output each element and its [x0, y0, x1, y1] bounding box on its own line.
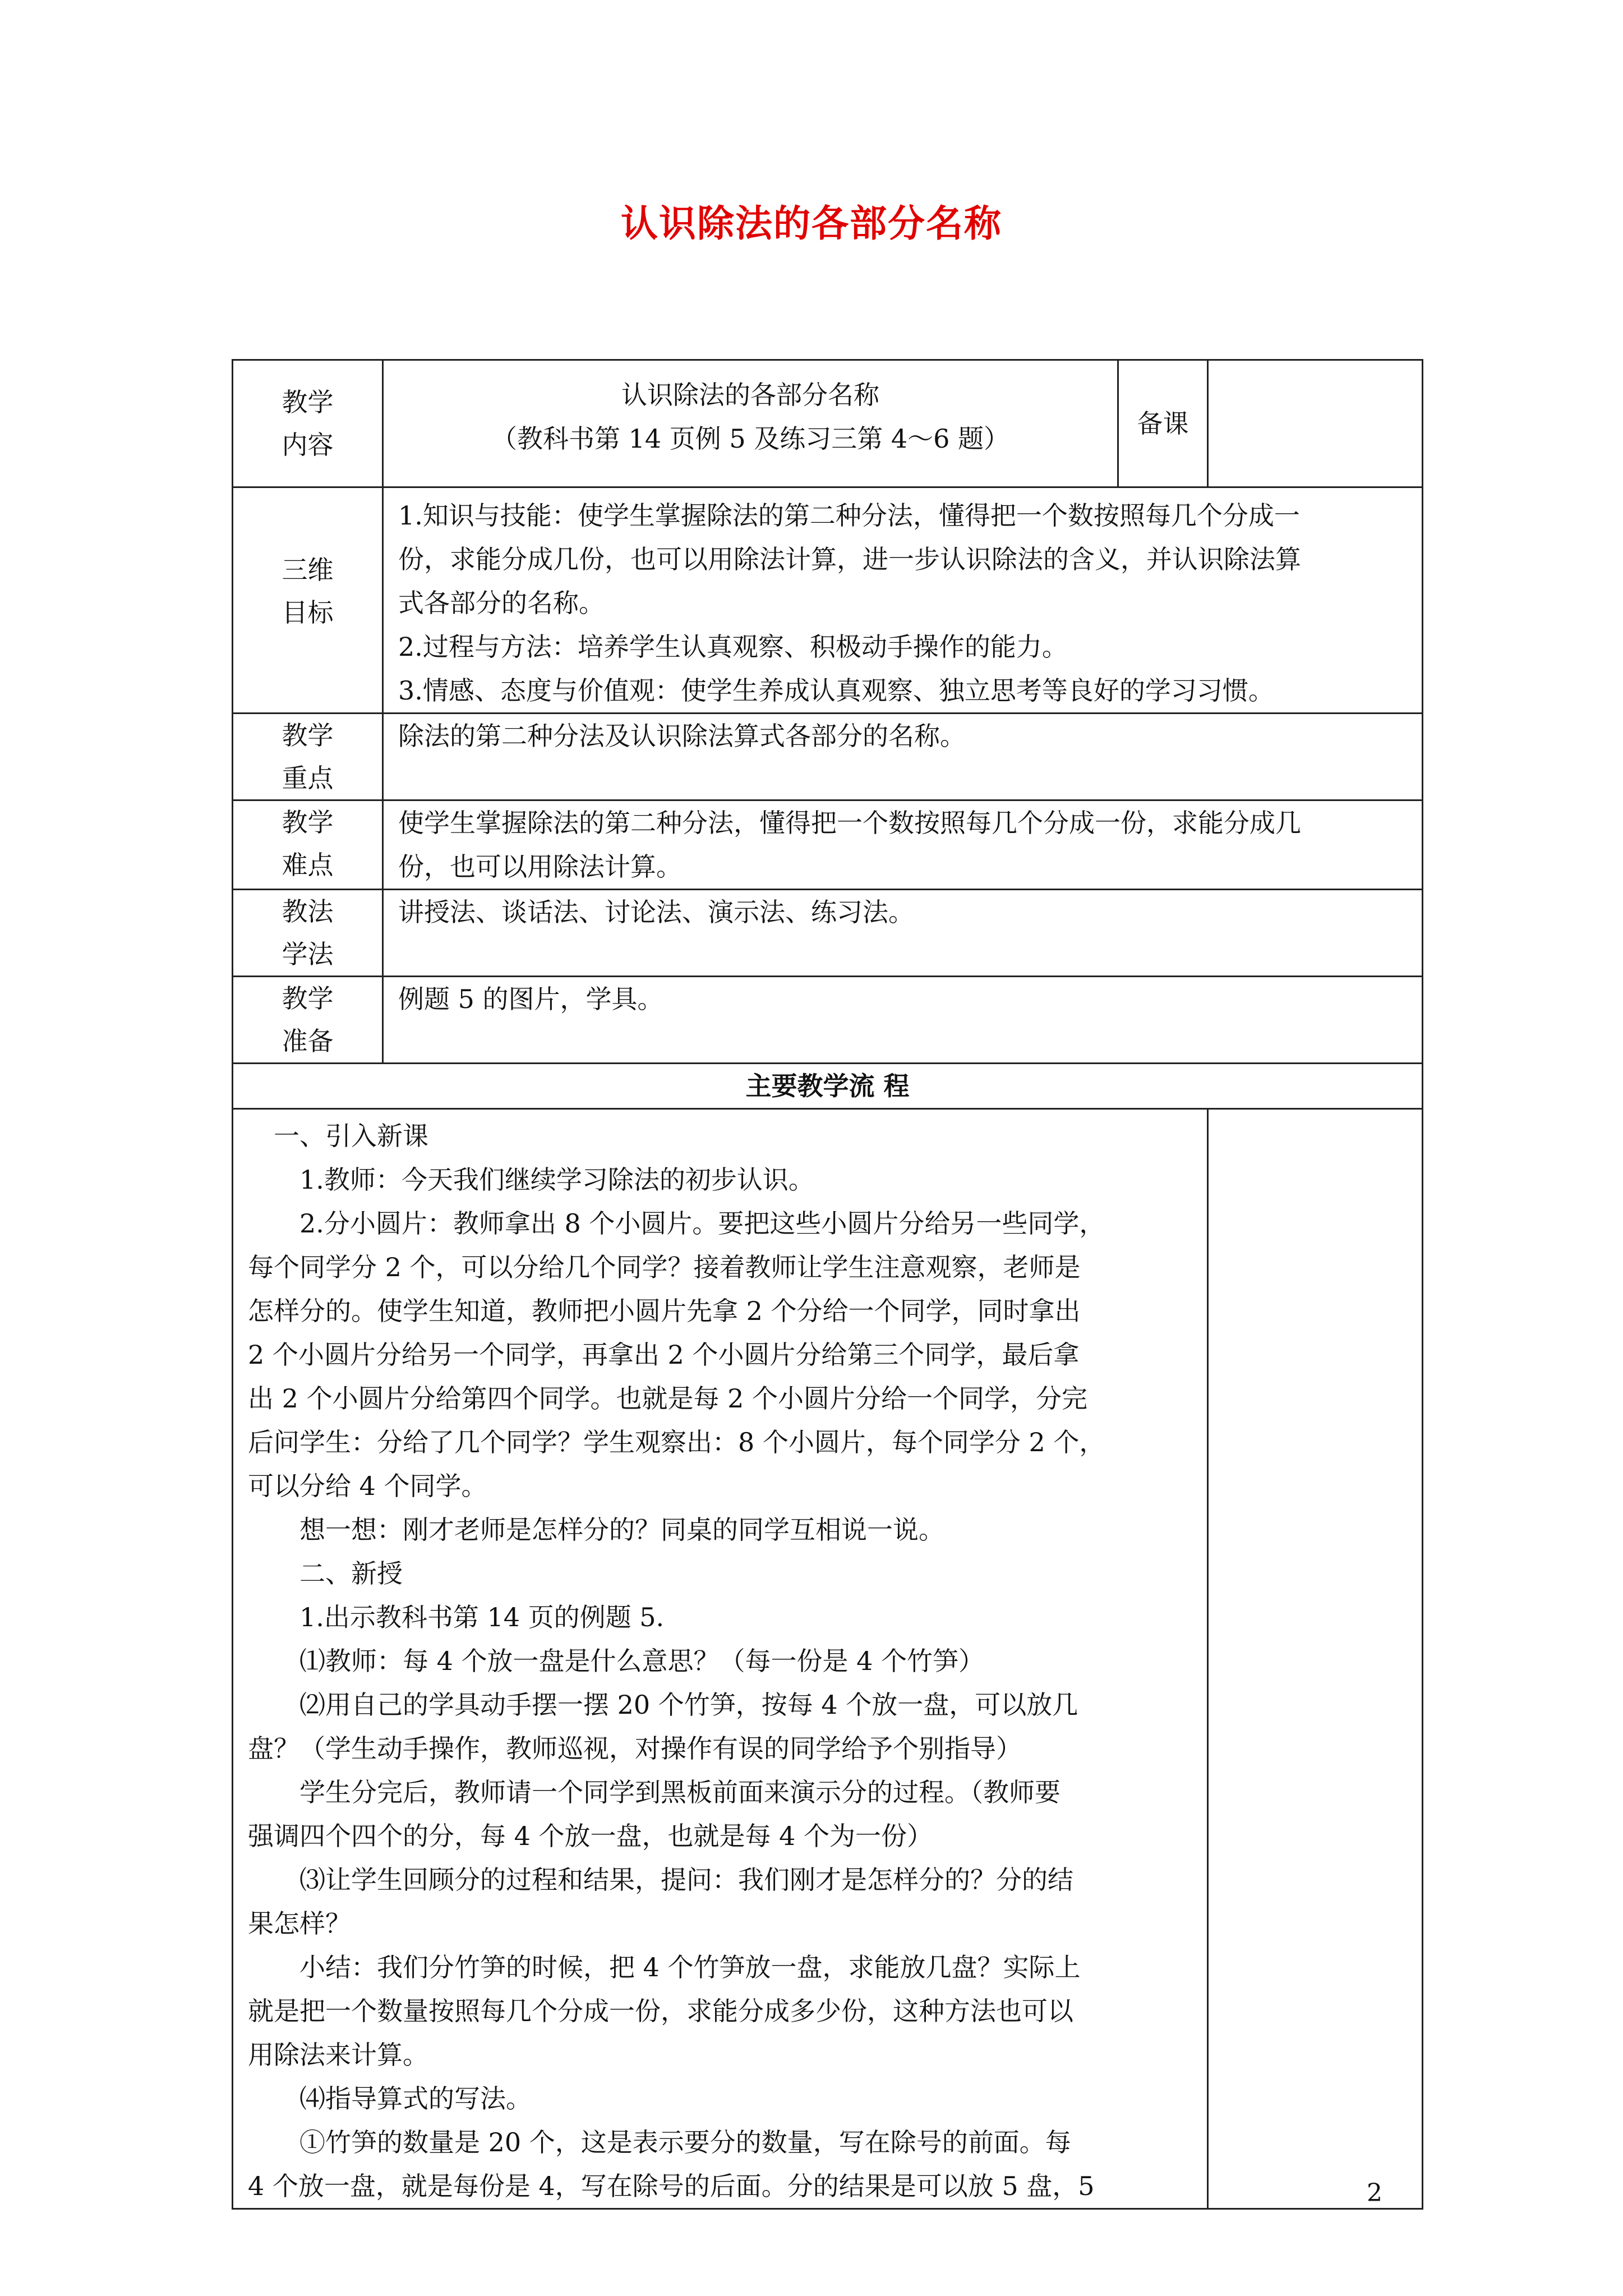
- beike-blank-cell: [1208, 360, 1423, 487]
- label-line: 三维: [282, 555, 334, 585]
- label-line: 教学: [282, 387, 334, 417]
- label-line: 教学: [282, 807, 334, 838]
- label-line: 目标: [282, 597, 334, 628]
- flow-line: 怎样分的。使学生知道，教师把小圆片先拿 2 个分给一个同学，同时拿出: [248, 1296, 1081, 1326]
- flow-line: 出 2 个小圆片分给第四个同学。也就是每 2 个小圆片分给一个同学，分完: [248, 1383, 1088, 1414]
- goal-line: 2.过程与方法：培养学生认真观察、积极动手操作的能力。: [398, 632, 1068, 662]
- page-number: 2: [1367, 2179, 1382, 2207]
- flow-line: 2.分小圆片：教师拿出 8 个小圆片。要把这些小圆片分给另一些同学，: [299, 1208, 1105, 1239]
- flow-line: 盘？（学生动手操作，教师巡视，对操作有误的同学给予个别指导）: [248, 1733, 1022, 1764]
- key-point-line: 除法的第二种分法及认识除法算式各部分的名称。: [398, 721, 966, 751]
- row-difficulties: [233, 800, 1423, 890]
- label-preparation: [233, 977, 383, 1064]
- flow-content-cell: [233, 1109, 1208, 2209]
- flow-notes-cell: [1208, 1109, 1423, 2209]
- flow-line: 2 个小圆片分给另一个同学，再拿出 2 个小圆片分给第三个同学，最后拿: [248, 1340, 1080, 1370]
- label-line: 教学: [282, 983, 334, 1014]
- flow-line: 一、引入新课: [274, 1121, 428, 1151]
- flow-line: 学生分完后，教师请一个同学到黑板前面来演示分的过程。（教师要: [299, 1777, 1061, 1807]
- label-key-points: [233, 714, 383, 800]
- preparation-line: 例题 5 的图片，学具。: [398, 984, 663, 1014]
- label-teaching-content: [233, 360, 383, 487]
- label-line: 内容: [282, 430, 334, 460]
- flow-line: ⑷指导算式的写法。: [299, 2083, 532, 2114]
- preparation-cell: [383, 977, 1423, 1064]
- flow-line: 二、新授: [299, 1558, 403, 1589]
- difficulties-cell: [383, 800, 1423, 890]
- flow-line: ⑵用自己的学具动手摆一摆 20 个竹笋，按每 4 个放一盘，可以放几: [299, 1690, 1078, 1720]
- flow-line: 1.教师：今天我们继续学习除法的初步认识。: [299, 1165, 814, 1195]
- row-flow-header: [233, 1064, 1423, 1109]
- label-line: 难点: [282, 850, 334, 880]
- beike-label: 备课: [1118, 360, 1208, 487]
- flow-line: 每个同学分 2 个，可以分给几个同学？接着教师让学生注意观察，老师是: [248, 1252, 1081, 1282]
- goal-line: 1.知识与技能：使学生掌握除法的第二种分法，懂得把一个数按照每几个分成一: [398, 500, 1300, 531]
- lesson-plan-table: [232, 359, 1423, 2210]
- method-line: 讲授法、谈话法、讨论法、演示法、练习法。: [398, 897, 914, 927]
- content-title: 认识除法的各部分名称: [621, 380, 879, 410]
- label-goals: [233, 487, 383, 714]
- flow-lines: [248, 1114, 1193, 2208]
- row-flow-body: [233, 1109, 1423, 2209]
- label-line: 教法: [282, 896, 334, 927]
- flow-line: 想一想：刚才老师是怎样分的？同桌的同学互相说一说。: [299, 1515, 944, 1545]
- flow-line: 4 个放一盘，就是每份是 4，写在除号的后面。分的结果是可以放 5 盘，5: [248, 2171, 1095, 2201]
- goals-cell: [383, 487, 1423, 714]
- row-key-points: [233, 714, 1423, 800]
- label-line: 教学: [282, 720, 334, 751]
- row-three-dimension-goals: [233, 487, 1423, 714]
- difficulty-line: 份，也可以用除法计算。: [398, 852, 682, 882]
- label-line: 准备: [282, 1026, 334, 1056]
- row-teaching-content: [233, 360, 1423, 487]
- flow-line: 小结：我们分竹笋的时候，把 4 个竹笋放一盘，求能放几盘？实际上: [299, 1952, 1081, 1982]
- flow-header: 主要教学流 程: [233, 1064, 1423, 1109]
- teaching-content-cell: [383, 360, 1118, 487]
- page-title: 认识除法的各部分名称: [621, 202, 1002, 245]
- flow-line: ⑴教师：每 4 个放一盘是什么意思？（每一份是 4 个竹笋）: [299, 1646, 985, 1676]
- row-preparation: [233, 977, 1423, 1064]
- key-points-cell: [383, 714, 1423, 800]
- flow-line: 强调四个四个的分，每 4 个放一盘，也就是每 4 个为一份）: [248, 1821, 933, 1851]
- label-methods: [233, 890, 383, 977]
- flow-line: 可以分给 4 个同学。: [248, 1471, 487, 1501]
- goal-line: 份，求能分成几份，也可以用除法计算，进一步认识除法的含义，并认识除法算: [398, 544, 1301, 574]
- label-line: 重点: [282, 763, 334, 793]
- flow-line: 1.出示教科书第 14 页的例题 5.: [299, 1602, 665, 1632]
- content-reference: （教科书第 14 页例 5 及练习三第 4～6 题）: [491, 424, 1010, 454]
- flow-line: 果怎样？: [248, 1908, 351, 1939]
- flow-line: 后问学生：分给了几个同学？学生观察出：8 个小圆片，每个同学分 2 个，: [248, 1427, 1105, 1457]
- flow-line: ①竹笋的数量是 20 个，这是表示要分的数量，写在除号的前面。每: [299, 2127, 1071, 2157]
- label-line: 学法: [282, 939, 334, 969]
- row-methods: [233, 890, 1423, 977]
- flow-line: 用除法来计算。: [248, 2040, 428, 2070]
- methods-cell: [383, 890, 1423, 977]
- difficulty-line: 使学生掌握除法的第二种分法，懂得把一个数按照每几个分成一份，求能分成几: [398, 808, 1301, 838]
- flow-line: 就是把一个数量按照每几个分成一份，求能分成多少份，这种方法也可以: [248, 1996, 1073, 2026]
- label-difficulties: [233, 800, 383, 890]
- flow-line: ⑶让学生回顾分的过程和结果，提问：我们刚才是怎样分的？分的结: [299, 1865, 1073, 1895]
- goal-line: 式各部分的名称。: [398, 588, 605, 618]
- goal-line: 3.情感、态度与价值观：使学生养成认真观察、独立思考等良好的学习习惯。: [398, 675, 1274, 706]
